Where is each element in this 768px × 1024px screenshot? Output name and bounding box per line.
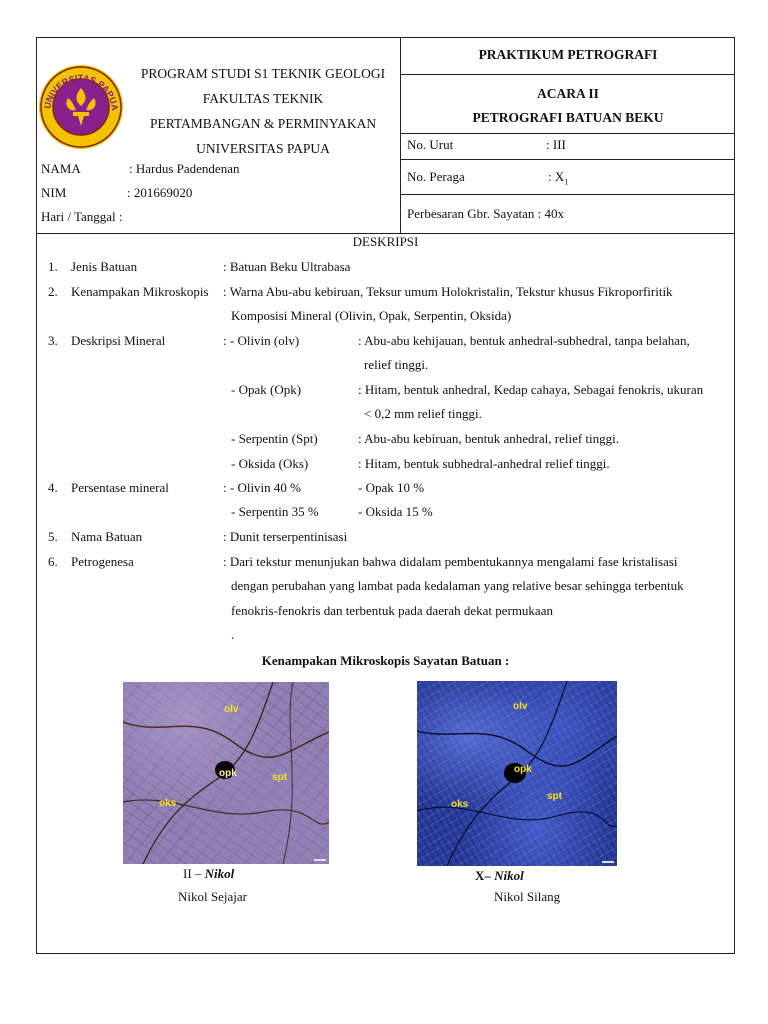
right-cell-line-3	[400, 159, 735, 160]
program-line-3: PERTAMBANGAN & PERMINYAKAN	[149, 116, 377, 131]
item-6-label: Petrogenesa	[71, 554, 134, 569]
item-6-value3: fenokris-fenokris dan terbentuk pada daerah dekat permukaan	[231, 603, 553, 618]
figures-title: Kenampakan Mikroskopis Sayatan Batuan :	[261, 653, 510, 668]
mineral-opak-desc: : Hitam, bentuk anhedral, Kedap cahaya, Sebagai fenokris, ukuran	[358, 382, 704, 397]
micrograph-crossed-nicol	[417, 681, 617, 866]
right-cell-line-2	[400, 133, 735, 134]
nama-value: : Hardus Padendenan	[129, 161, 240, 176]
micrograph-parallel-nicol	[123, 682, 329, 864]
petrografi-subtitle: PETROGRAFI BATUAN BEKU	[472, 110, 664, 125]
mineral-oksida-name: - Oksida (Oks)	[231, 456, 309, 471]
caption-left-italic: Nikol	[204, 866, 235, 881]
frame-top	[36, 37, 735, 38]
item-5-value: : Dunit terserpentinisasi	[223, 529, 348, 544]
item-5-label: Nama Batuan	[71, 529, 143, 544]
hari-label: Hari / Tanggal :	[41, 209, 123, 224]
mineral-serpentin-desc: : Abu-abu kebiruan, bentuk anhedral, relief tinggi.	[358, 431, 620, 446]
percent-serpentin: - Serpentin 35 %	[231, 504, 319, 519]
item-5-num: 5.	[48, 529, 58, 544]
label-opk-right: opk	[514, 764, 532, 775]
program-title	[128, 61, 398, 161]
mineral-olivin-desc2: relief tinggi.	[364, 357, 429, 372]
label-spt-left: spt	[272, 772, 287, 783]
praktikum-title: PRAKTIKUM PETROGRAFI	[478, 47, 658, 62]
mineral-olivin-name: : - Olivin (olv)	[223, 333, 300, 348]
item-1-value: : Batuan Beku Ultrabasa	[223, 259, 351, 274]
scale-bar-left	[314, 859, 326, 861]
percent-olivin: : - Olivin 40 %	[223, 480, 301, 495]
deskripsi-title: DESKRIPSI	[352, 234, 419, 249]
caption-left: Nikol Sejajar	[178, 889, 247, 904]
label-oks-right: oks	[451, 799, 469, 810]
item-6-value: : Dari tekstur menunjukan bahwa didalam pembentukannya mengalami fase kristalisasi	[223, 554, 678, 569]
nama-label: NAMA	[41, 161, 81, 176]
label-olv-left: olv	[224, 704, 239, 715]
frame-bottom	[36, 953, 735, 954]
no-peraga-sub: 1	[564, 177, 569, 187]
item-2-value: : Warna Abu-abu kebiruan, Teksur umum Holokristalin, Tekstur khusus Fikroporfiritik	[223, 284, 673, 299]
percent-opak: - Opak 10 %	[358, 480, 425, 495]
scale-bar-right	[602, 861, 614, 863]
nim-label: NIM	[41, 185, 67, 200]
mineral-oksida-desc: : Hitam, bentuk subhedral-anhedral relief tinggi.	[358, 456, 610, 471]
acara-title: ACARA II	[537, 86, 599, 101]
no-peraga-value	[548, 169, 568, 187]
university-logo	[38, 64, 124, 150]
caption-right-nikol	[475, 868, 524, 884]
mineral-opak-desc2: < 0,2 mm relief tinggi.	[364, 406, 482, 421]
no-peraga-main: : X	[548, 169, 565, 184]
header-divider	[400, 37, 401, 233]
label-olv-right: olv	[513, 701, 528, 712]
nim-value: : 201669020	[127, 185, 193, 200]
logo-ring-text: UNIVERSITAS PAPUA	[42, 72, 121, 112]
item-2-label: Kenampakan Mikroskopis	[71, 284, 209, 299]
right-cell-line-1	[400, 74, 735, 75]
item-3-num: 3.	[48, 333, 58, 348]
item-6-value4: .	[231, 627, 235, 642]
item-6-value2: dengan perubahan yang lambat pada kedalaman yang relative besar sehingga terbentuk	[231, 578, 684, 593]
item-1-num: 1.	[48, 259, 58, 274]
right-cell-line-4	[400, 194, 735, 195]
item-4-label: Persentase mineral	[71, 480, 169, 495]
no-urut-label: No. Urut	[407, 137, 454, 152]
program-line-2: FAKULTAS TEKNIK	[202, 91, 324, 106]
caption-right: Nikol Silang	[494, 889, 561, 904]
mineral-olivin-desc: : Abu-abu kehijauan, bentuk anhedral-subhedral, tanpa belahan,	[358, 333, 690, 348]
item-1-label: Jenis Batuan	[71, 259, 138, 274]
frame-left	[36, 37, 37, 954]
caption-right-prefix: X–	[475, 868, 495, 883]
item-6-num: 6.	[48, 554, 58, 569]
program-line-4: UNIVERSITAS PAPUA	[196, 141, 330, 156]
item-2-num: 2.	[48, 284, 58, 299]
no-urut-value: : III	[546, 137, 566, 152]
caption-left-nikol	[183, 866, 234, 882]
mineral-opak-name: - Opak (Opk)	[231, 382, 302, 397]
label-spt-right: spt	[547, 791, 562, 802]
frame-right	[734, 37, 735, 954]
item-4-num: 4.	[48, 480, 58, 495]
program-line-1: PROGRAM STUDI S1 TEKNIK GEOLOGI	[140, 66, 386, 81]
item-2-value2: Komposisi Mineral (Olivin, Opak, Serpentin, Oksida)	[231, 308, 512, 323]
no-peraga-label: No. Peraga	[407, 169, 465, 184]
percent-oksida: - Oksida 15 %	[358, 504, 433, 519]
caption-right-italic: Nikol	[494, 868, 524, 883]
label-opk-left: opk	[219, 768, 237, 779]
caption-left-prefix: II –	[183, 866, 205, 881]
perbesaran: Perbesaran Gbr. Sayatan : 40x	[407, 206, 565, 221]
label-oks-left: oks	[159, 798, 177, 809]
item-3-label: Deskripsi Mineral	[71, 333, 166, 348]
mineral-serpentin-name: - Serpentin (Spt)	[231, 431, 318, 446]
